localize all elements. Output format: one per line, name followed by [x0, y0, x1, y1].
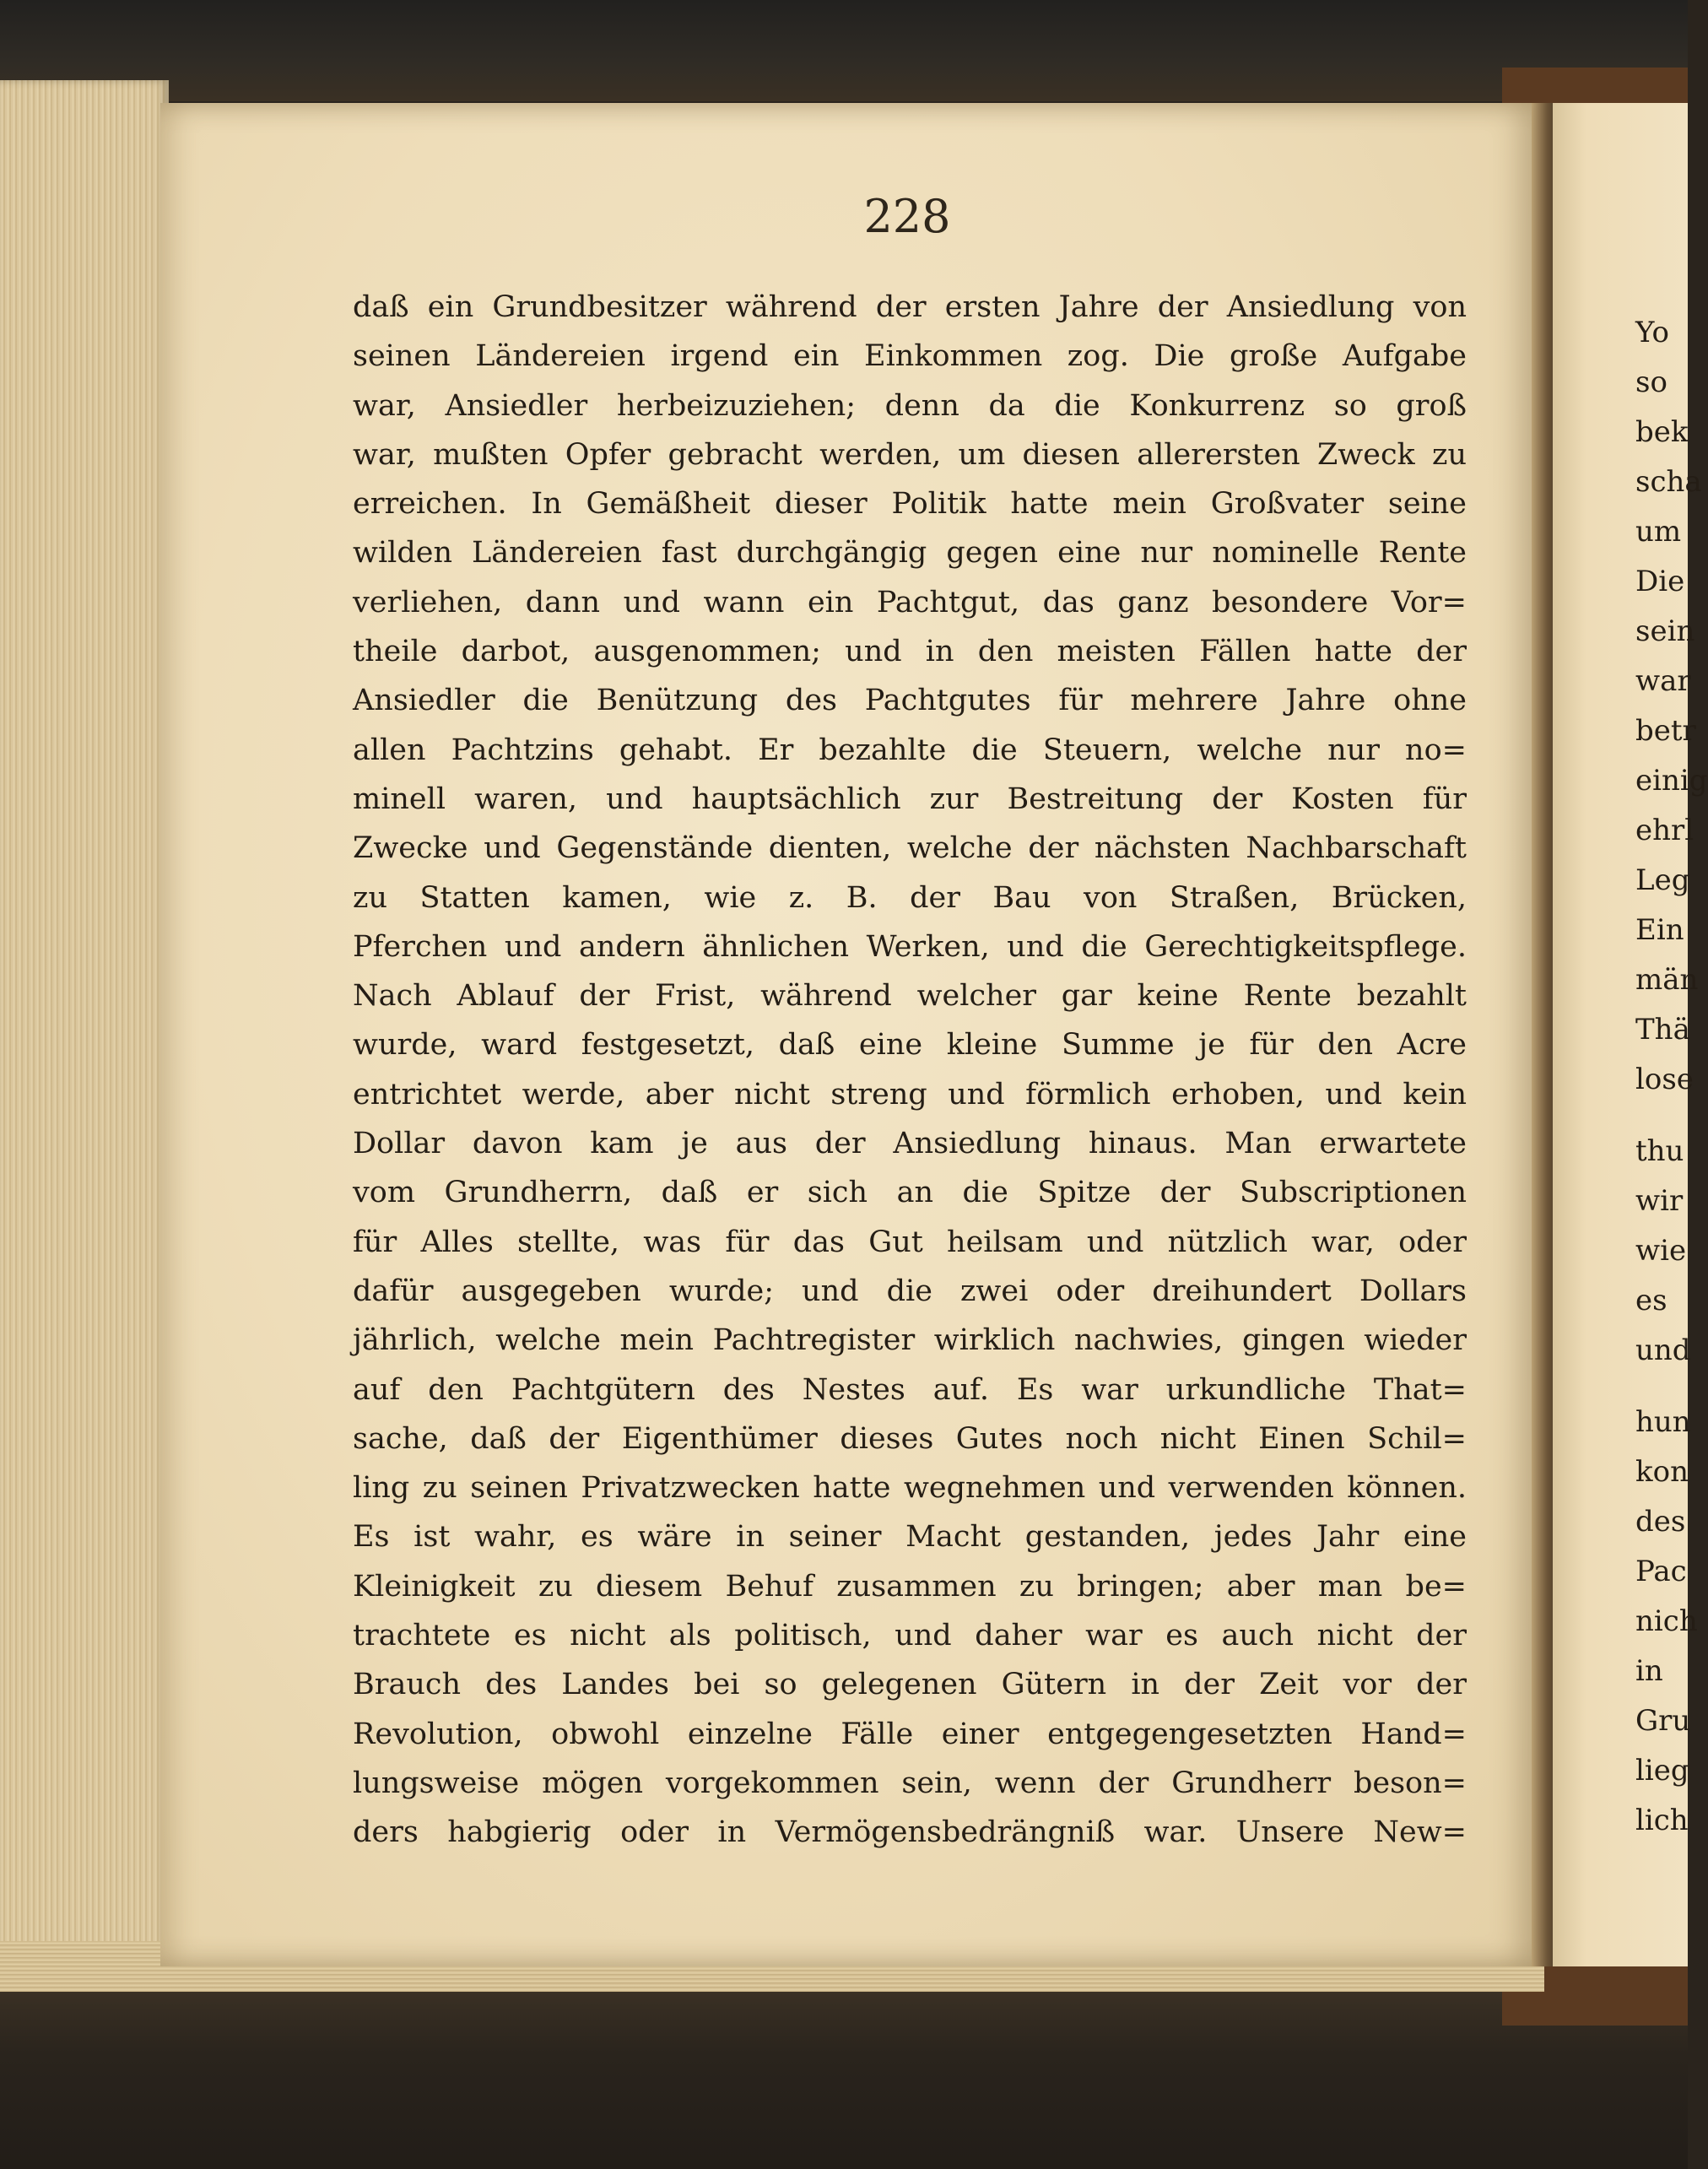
text-line: war, mußten Opfer gebracht werden, um diesen allerersten Zweck zu — [353, 437, 1467, 472]
fragment-line: lieg — [1635, 1754, 1689, 1788]
fragment-line: betr — [1635, 714, 1696, 748]
text-line: war, Ansiedler herbeizuziehen; denn da die Konkurrenz so groß — [353, 388, 1467, 423]
page-body-text — [353, 283, 1467, 1858]
text-line: seinen Ländereien irgend ein Einkommen zog. Die große Aufgabe — [353, 339, 1467, 374]
fragment-line: wir — [1635, 1184, 1684, 1218]
fragment-line: män — [1635, 963, 1699, 997]
text-line: zu Statten kamen, wie z. B. der Bau von Straßen, Brücken, — [353, 880, 1467, 915]
page-edges-left — [0, 80, 169, 1988]
text-line: Revolution, obwohl einzelne Fälle einer entgegengesetzten Hand= — [353, 1717, 1467, 1751]
fragment-line: Gru — [1635, 1704, 1691, 1738]
fragment-line: war — [1635, 664, 1691, 698]
fragment-line: in — [1635, 1654, 1663, 1688]
text-line: dafür ausgegeben wurde; und die zwei oder dreihundert Dollars — [353, 1274, 1467, 1308]
text-line: daß ein Grundbesitzer während der ersten Jahre der Ansiedlung von — [353, 290, 1467, 324]
text-line: Zwecke und Gegenstände dienten, welche der nächsten Nachbarschaft — [353, 831, 1467, 866]
page-number: 228 — [863, 190, 951, 243]
text-line: jährlich, welche mein Pachtregister wirklich nachwies, gingen wieder — [353, 1323, 1467, 1358]
fragment-line: nich — [1635, 1604, 1698, 1638]
fragment-line: einig — [1635, 764, 1708, 798]
fragment-line: Die — [1635, 565, 1685, 598]
text-line: ders habgierig oder in Vermögensbedrängniß war. Unsere New= — [353, 1815, 1467, 1850]
fragment-line: lich — [1635, 1804, 1689, 1837]
fragment-line: des — [1635, 1505, 1686, 1539]
fragment-line: ehrl — [1635, 814, 1694, 847]
fragment-line: Pac — [1635, 1555, 1687, 1588]
text-line: Nach Ablauf der Frist, während welcher gar keine Rente bezahlt — [353, 979, 1467, 1014]
text-line: lungsweise mögen vorgekommen sein, wenn der Grundherr beson= — [353, 1766, 1467, 1800]
backdrop-top — [0, 0, 1688, 101]
fragment-line: Yo — [1635, 316, 1669, 349]
fragment-line: kon — [1635, 1455, 1689, 1489]
text-line: minell waren, und hauptsächlich zur Bestreitung der Kosten für — [353, 782, 1467, 816]
text-line: Kleinigkeit zu diesem Behuf zusammen zu bringen; aber man be= — [353, 1569, 1467, 1604]
fragment-line: so — [1635, 365, 1667, 399]
fragment-line: hun — [1635, 1405, 1691, 1439]
fragment-line: scha — [1635, 465, 1702, 499]
fragment-line: Leg — [1635, 863, 1690, 897]
text-line: Ansiedler die Benützung des Pachtgutes für mehrere Jahre ohne — [353, 684, 1467, 718]
text-line: verliehen, dann und wann ein Pachtgut, das ganz besondere Vor= — [353, 585, 1467, 619]
text-line: für Alles stellte, was für das Gut heilsam und nützlich war, oder — [353, 1225, 1467, 1259]
fragment-line: thu — [1635, 1134, 1684, 1168]
fragment-line: wie — [1635, 1234, 1687, 1268]
text-line: vom Grundherrn, daß er sich an die Spitze der Subscriptionen — [353, 1176, 1467, 1210]
fragment-line: lose — [1635, 1063, 1694, 1096]
fragment-line: sein — [1635, 614, 1695, 648]
text-line: Dollar davon kam je aus der Ansiedlung hinaus. Man erwartete — [353, 1127, 1467, 1161]
fragment-line: bek — [1635, 415, 1689, 449]
text-line: Brauch des Landes bei so gelegenen Gütern in der Zeit vor der — [353, 1668, 1467, 1702]
text-line: trachtete es nicht als politisch, und daher war es auch nicht der — [353, 1619, 1467, 1653]
fragment-line: Thä — [1635, 1013, 1690, 1047]
text-line: theile darbot, ausgenommen; und in den meisten Fällen hatte der — [353, 635, 1467, 669]
fragment-line: Ein — [1635, 913, 1684, 947]
fragment-line: und — [1635, 1333, 1691, 1367]
text-line: erreichen. In Gemäßheit dieser Politik hatte mein Großvater seine — [353, 487, 1467, 522]
backdrop-bottom — [0, 1992, 1688, 2169]
text-line: allen Pachtzins gehabt. Er bezahlte die Steuern, welche nur no= — [353, 733, 1467, 767]
text-line: Es ist wahr, es wäre in seiner Macht gestanden, jedes Jahr eine — [353, 1520, 1467, 1555]
text-line: sache, daß der Eigenthümer dieses Gutes noch nicht Einen Schil= — [353, 1421, 1467, 1456]
fragment-line: um — [1635, 515, 1682, 549]
text-line: ling zu seinen Privatzwecken hatte wegnehmen und verwenden können. — [353, 1471, 1467, 1506]
text-line: entrichtet werde, aber nicht streng und förmlich erhoben, und kein — [353, 1077, 1467, 1112]
fragment-line: es — [1635, 1284, 1667, 1317]
next-page-text-fragments — [1635, 308, 1708, 1846]
text-line: Pferchen und andern ähnlichen Werken, und die Gerechtigkeitspflege. — [353, 929, 1467, 964]
text-line: wilden Ländereien fast durchgängig gegen eine nur nominelle Rente — [353, 536, 1467, 571]
text-line: wurde, ward festgesetzt, daß eine kleine Summe je für den Acre — [353, 1028, 1467, 1063]
text-line: auf den Pachtgütern des Nestes auf. Es war urkundliche That= — [353, 1372, 1467, 1407]
